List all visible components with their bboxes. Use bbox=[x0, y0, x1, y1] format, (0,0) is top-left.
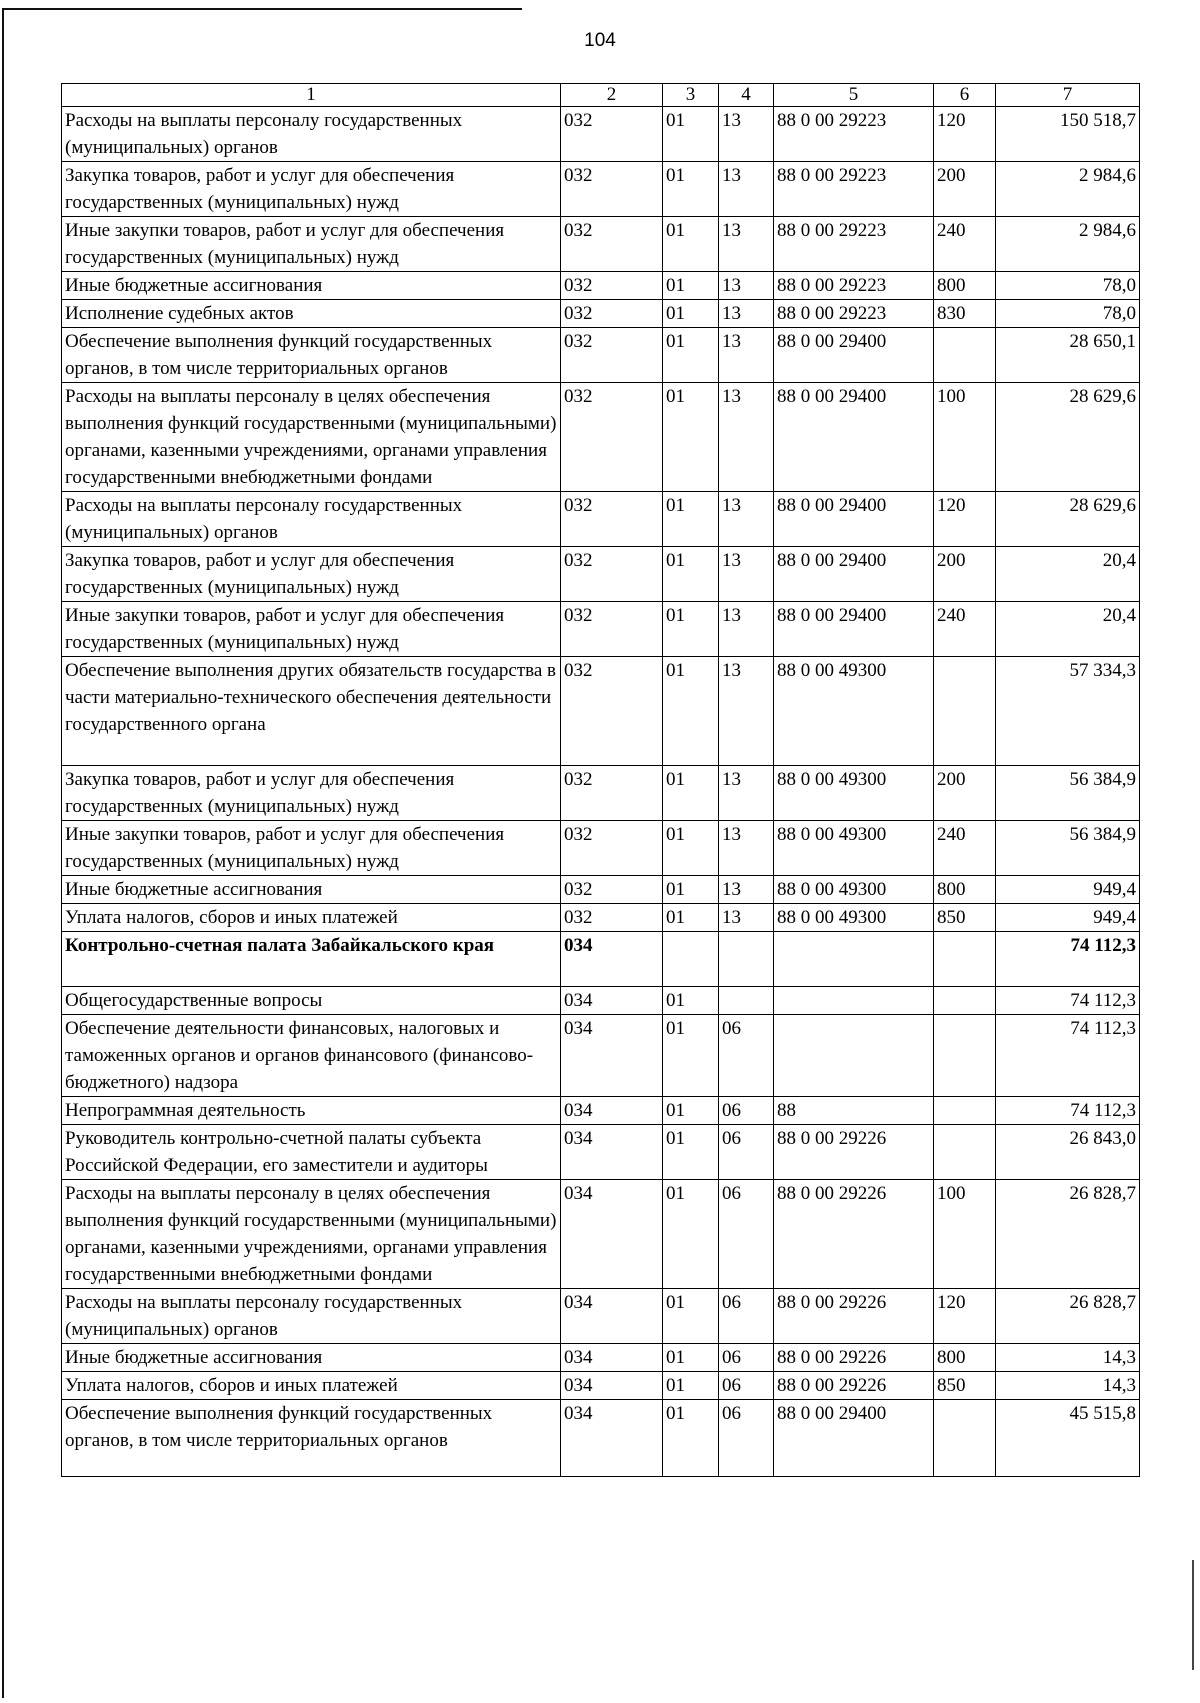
row-name-cell: Закупка товаров, работ и услуг для обеспечения государственных (муниципальных) нужд bbox=[62, 162, 561, 217]
header-col-3: 3 bbox=[663, 84, 719, 107]
row-vr-cell: 830 bbox=[934, 300, 996, 328]
row-sum-cell: 26 828,7 bbox=[996, 1180, 1140, 1289]
row-sum-cell: 14,3 bbox=[996, 1344, 1140, 1372]
row-sum-cell: 28 650,1 bbox=[996, 328, 1140, 383]
row-rz-cell: 01 bbox=[663, 1289, 719, 1344]
row-name-cell: Расходы на выплаты персоналу в целях обеспечения выполнения функций государственными (муниципальными) органами, казенными учреждениями, органами управления государственными внебюджетными фондами bbox=[62, 1180, 561, 1289]
row-name-cell: Расходы на выплаты персоналу государственных (муниципальных) органов bbox=[62, 107, 561, 162]
row-name-cell: Обеспечение деятельности финансовых, налоговых и таможенных органов и органов финансового (финансово-бюджетного) надзора bbox=[62, 1015, 561, 1097]
row-vr-cell: 800 bbox=[934, 1344, 996, 1372]
table-row bbox=[62, 1289, 1140, 1344]
row-pr-cell: 13 bbox=[719, 547, 774, 602]
row-pr-cell: 13 bbox=[719, 904, 774, 932]
row-pr-cell bbox=[719, 932, 774, 987]
table-row bbox=[62, 821, 1140, 876]
row-name-cell: Непрограммная деятельность bbox=[62, 1097, 561, 1125]
header-col-7: 7 bbox=[996, 84, 1140, 107]
row-rz-cell: 01 bbox=[663, 1344, 719, 1372]
row-sum-cell: 28 629,6 bbox=[996, 492, 1140, 547]
row-pr-cell bbox=[719, 987, 774, 1015]
row-ved-cell: 032 bbox=[561, 876, 663, 904]
row-csr-cell: 88 0 00 29223 bbox=[774, 162, 934, 217]
row-vr-cell: 120 bbox=[934, 107, 996, 162]
row-ved-cell: 032 bbox=[561, 328, 663, 383]
row-rz-cell: 01 bbox=[663, 876, 719, 904]
row-rz-cell: 01 bbox=[663, 383, 719, 492]
row-ved-cell: 034 bbox=[561, 1289, 663, 1344]
row-name-cell: Иные закупки товаров, работ и услуг для обеспечения государственных (муниципальных) нужд bbox=[62, 602, 561, 657]
row-pr-cell: 13 bbox=[719, 492, 774, 547]
row-rz-cell: 01 bbox=[663, 602, 719, 657]
row-rz-cell: 01 bbox=[663, 217, 719, 272]
row-csr-cell: 88 0 00 29223 bbox=[774, 272, 934, 300]
table-row bbox=[62, 1400, 1140, 1477]
row-vr-cell: 850 bbox=[934, 1372, 996, 1400]
table-row bbox=[62, 272, 1140, 300]
row-pr-cell: 13 bbox=[719, 328, 774, 383]
scan-border-top bbox=[2, 8, 522, 10]
row-ved-cell: 034 bbox=[561, 932, 663, 987]
table-row bbox=[62, 1372, 1140, 1400]
row-csr-cell bbox=[774, 1015, 934, 1097]
row-csr-cell: 88 0 00 29226 bbox=[774, 1180, 934, 1289]
row-sum-cell: 14,3 bbox=[996, 1372, 1140, 1400]
row-vr-cell: 800 bbox=[934, 272, 996, 300]
table-row bbox=[62, 1344, 1140, 1372]
row-sum-cell: 74 112,3 bbox=[996, 1015, 1140, 1097]
page-number: 104 bbox=[584, 30, 616, 51]
row-ved-cell: 034 bbox=[561, 1125, 663, 1180]
row-sum-cell: 150 518,7 bbox=[996, 107, 1140, 162]
row-vr-cell: 800 bbox=[934, 876, 996, 904]
row-rz-cell: 01 bbox=[663, 1400, 719, 1477]
row-pr-cell: 06 bbox=[719, 1015, 774, 1097]
row-rz-cell: 01 bbox=[663, 162, 719, 217]
row-ved-cell: 034 bbox=[561, 1344, 663, 1372]
table-row bbox=[62, 1015, 1140, 1097]
row-name-cell: Обеспечение выполнения функций государственных органов, в том числе территориальных органов bbox=[62, 1400, 561, 1477]
row-rz-cell: 01 bbox=[663, 904, 719, 932]
row-csr-cell: 88 0 00 49300 bbox=[774, 766, 934, 821]
row-vr-cell: 100 bbox=[934, 383, 996, 492]
table-row bbox=[62, 876, 1140, 904]
row-csr-cell: 88 0 00 29223 bbox=[774, 217, 934, 272]
table-row bbox=[62, 492, 1140, 547]
row-sum-cell: 26 843,0 bbox=[996, 1125, 1140, 1180]
row-name-cell: Иные закупки товаров, работ и услуг для обеспечения государственных (муниципальных) нужд bbox=[62, 821, 561, 876]
row-rz-cell: 01 bbox=[663, 1125, 719, 1180]
scan-border-left bbox=[2, 8, 4, 1698]
row-csr-cell: 88 0 00 29223 bbox=[774, 300, 934, 328]
row-name-cell: Уплата налогов, сборов и иных платежей bbox=[62, 904, 561, 932]
row-pr-cell: 13 bbox=[719, 300, 774, 328]
row-name-cell: Расходы на выплаты персоналу государственных (муниципальных) органов bbox=[62, 492, 561, 547]
row-name-cell: Иные бюджетные ассигнования bbox=[62, 1344, 561, 1372]
row-pr-cell: 13 bbox=[719, 383, 774, 492]
row-ved-cell: 032 bbox=[561, 162, 663, 217]
row-sum-cell: 78,0 bbox=[996, 300, 1140, 328]
row-csr-cell bbox=[774, 987, 934, 1015]
row-sum-cell: 74 112,3 bbox=[996, 987, 1140, 1015]
row-name-cell: Иные бюджетные ассигнования bbox=[62, 272, 561, 300]
row-ved-cell: 032 bbox=[561, 107, 663, 162]
row-pr-cell: 13 bbox=[719, 876, 774, 904]
row-ved-cell: 034 bbox=[561, 1097, 663, 1125]
row-vr-cell: 240 bbox=[934, 821, 996, 876]
row-ved-cell: 032 bbox=[561, 766, 663, 821]
row-pr-cell: 06 bbox=[719, 1372, 774, 1400]
row-sum-cell: 20,4 bbox=[996, 547, 1140, 602]
row-pr-cell: 06 bbox=[719, 1344, 774, 1372]
row-rz-cell: 01 bbox=[663, 657, 719, 766]
table-row bbox=[62, 300, 1140, 328]
row-name-cell: Иные закупки товаров, работ и услуг для обеспечения государственных (муниципальных) нужд bbox=[62, 217, 561, 272]
row-vr-cell: 200 bbox=[934, 547, 996, 602]
row-ved-cell: 032 bbox=[561, 217, 663, 272]
row-pr-cell: 06 bbox=[719, 1289, 774, 1344]
row-ved-cell: 032 bbox=[561, 492, 663, 547]
row-sum-cell: 74 112,3 bbox=[996, 932, 1140, 987]
row-sum-cell: 949,4 bbox=[996, 904, 1140, 932]
row-csr-cell: 88 0 00 49300 bbox=[774, 876, 934, 904]
row-name-cell: Расходы на выплаты персоналу в целях обеспечения выполнения функций государственными (муниципальными) органами, казенными учреждениями, органами управления государственными внебюджетными фондами bbox=[62, 383, 561, 492]
scan-border-right bbox=[1192, 1560, 1194, 1670]
table-row bbox=[62, 766, 1140, 821]
table-row bbox=[62, 987, 1140, 1015]
header-col-5: 5 bbox=[774, 84, 934, 107]
row-pr-cell: 06 bbox=[719, 1400, 774, 1477]
header-col-1: 1 bbox=[62, 84, 561, 107]
row-sum-cell: 78,0 bbox=[996, 272, 1140, 300]
table-row bbox=[62, 547, 1140, 602]
row-rz-cell: 01 bbox=[663, 1372, 719, 1400]
table-row bbox=[62, 904, 1140, 932]
table-row bbox=[62, 328, 1140, 383]
row-ved-cell: 032 bbox=[561, 272, 663, 300]
row-vr-cell: 240 bbox=[934, 602, 996, 657]
row-ved-cell: 032 bbox=[561, 383, 663, 492]
row-vr-cell bbox=[934, 1400, 996, 1477]
row-ved-cell: 034 bbox=[561, 987, 663, 1015]
row-vr-cell bbox=[934, 932, 996, 987]
table-row bbox=[62, 602, 1140, 657]
row-vr-cell bbox=[934, 1097, 996, 1125]
row-name-cell: Закупка товаров, работ и услуг для обеспечения государственных (муниципальных) нужд bbox=[62, 766, 561, 821]
table-row bbox=[62, 657, 1140, 766]
header-col-6: 6 bbox=[934, 84, 996, 107]
row-rz-cell: 01 bbox=[663, 821, 719, 876]
row-rz-cell: 01 bbox=[663, 1097, 719, 1125]
row-ved-cell: 034 bbox=[561, 1400, 663, 1477]
row-csr-cell: 88 0 00 29226 bbox=[774, 1372, 934, 1400]
row-vr-cell: 120 bbox=[934, 1289, 996, 1344]
row-pr-cell: 06 bbox=[719, 1097, 774, 1125]
row-csr-cell bbox=[774, 932, 934, 987]
row-pr-cell: 06 bbox=[719, 1180, 774, 1289]
row-pr-cell: 13 bbox=[719, 162, 774, 217]
row-sum-cell: 28 629,6 bbox=[996, 383, 1140, 492]
row-name-cell: Иные бюджетные ассигнования bbox=[62, 876, 561, 904]
row-rz-cell: 01 bbox=[663, 492, 719, 547]
row-csr-cell: 88 0 00 29223 bbox=[774, 107, 934, 162]
table-row bbox=[62, 1097, 1140, 1125]
row-pr-cell: 13 bbox=[719, 766, 774, 821]
row-name-cell: Руководитель контрольно-счетной палаты субъекта Российской Федерации, его заместители и аудиторы bbox=[62, 1125, 561, 1180]
row-name-cell: Уплата налогов, сборов и иных платежей bbox=[62, 1372, 561, 1400]
row-sum-cell: 74 112,3 bbox=[996, 1097, 1140, 1125]
row-rz-cell: 01 bbox=[663, 766, 719, 821]
row-pr-cell: 06 bbox=[719, 1125, 774, 1180]
row-rz-cell bbox=[663, 932, 719, 987]
row-csr-cell: 88 0 00 49300 bbox=[774, 904, 934, 932]
table-row bbox=[62, 162, 1140, 217]
row-vr-cell bbox=[934, 1015, 996, 1097]
row-vr-cell: 120 bbox=[934, 492, 996, 547]
header-col-4: 4 bbox=[719, 84, 774, 107]
row-sum-cell: 949,4 bbox=[996, 876, 1140, 904]
row-csr-cell: 88 0 00 29400 bbox=[774, 383, 934, 492]
row-pr-cell: 13 bbox=[719, 657, 774, 766]
row-csr-cell: 88 0 00 29226 bbox=[774, 1125, 934, 1180]
row-name-cell: Общегосударственные вопросы bbox=[62, 987, 561, 1015]
row-sum-cell: 56 384,9 bbox=[996, 766, 1140, 821]
row-csr-cell: 88 0 00 29400 bbox=[774, 602, 934, 657]
row-vr-cell: 850 bbox=[934, 904, 996, 932]
row-ved-cell: 034 bbox=[561, 1372, 663, 1400]
row-vr-cell: 100 bbox=[934, 1180, 996, 1289]
row-ved-cell: 032 bbox=[561, 602, 663, 657]
row-pr-cell: 13 bbox=[719, 217, 774, 272]
row-pr-cell: 13 bbox=[719, 602, 774, 657]
row-name-cell: Расходы на выплаты персоналу государственных (муниципальных) органов bbox=[62, 1289, 561, 1344]
row-csr-cell: 88 0 00 49300 bbox=[774, 821, 934, 876]
row-csr-cell: 88 0 00 29226 bbox=[774, 1289, 934, 1344]
row-vr-cell bbox=[934, 987, 996, 1015]
row-ved-cell: 032 bbox=[561, 821, 663, 876]
table-row bbox=[62, 107, 1140, 162]
row-name-cell: Контрольно-счетная палата Забайкальского края bbox=[62, 932, 561, 987]
row-ved-cell: 034 bbox=[561, 1180, 663, 1289]
row-sum-cell: 57 334,3 bbox=[996, 657, 1140, 766]
row-sum-cell: 56 384,9 bbox=[996, 821, 1140, 876]
header-col-2: 2 bbox=[561, 84, 663, 107]
row-csr-cell: 88 0 00 29400 bbox=[774, 547, 934, 602]
row-rz-cell: 01 bbox=[663, 1180, 719, 1289]
row-rz-cell: 01 bbox=[663, 107, 719, 162]
row-vr-cell bbox=[934, 328, 996, 383]
row-rz-cell: 01 bbox=[663, 1015, 719, 1097]
table-row bbox=[62, 1180, 1140, 1289]
row-ved-cell: 032 bbox=[561, 657, 663, 766]
row-csr-cell: 88 0 00 29226 bbox=[774, 1344, 934, 1372]
table-row bbox=[62, 1125, 1140, 1180]
row-name-cell: Закупка товаров, работ и услуг для обеспечения государственных (муниципальных) нужд bbox=[62, 547, 561, 602]
row-rz-cell: 01 bbox=[663, 547, 719, 602]
row-ved-cell: 032 bbox=[561, 904, 663, 932]
row-sum-cell: 26 828,7 bbox=[996, 1289, 1140, 1344]
row-sum-cell: 2 984,6 bbox=[996, 217, 1140, 272]
row-name-cell: Обеспечение выполнения других обязательств государства в части материально-технического обеспечения деятельности государственного органа bbox=[62, 657, 561, 766]
row-rz-cell: 01 bbox=[663, 328, 719, 383]
table-row bbox=[62, 932, 1140, 987]
row-csr-cell: 88 bbox=[774, 1097, 934, 1125]
budget-table bbox=[61, 83, 1140, 1477]
table-row bbox=[62, 217, 1140, 272]
row-vr-cell: 200 bbox=[934, 766, 996, 821]
row-ved-cell: 032 bbox=[561, 300, 663, 328]
table-body bbox=[62, 107, 1140, 1477]
row-pr-cell: 13 bbox=[719, 272, 774, 300]
row-sum-cell: 2 984,6 bbox=[996, 162, 1140, 217]
row-ved-cell: 034 bbox=[561, 1015, 663, 1097]
row-sum-cell: 45 515,8 bbox=[996, 1400, 1140, 1477]
header-row bbox=[62, 84, 1140, 107]
row-rz-cell: 01 bbox=[663, 272, 719, 300]
row-csr-cell: 88 0 00 29400 bbox=[774, 1400, 934, 1477]
row-name-cell: Обеспечение выполнения функций государственных органов, в том числе территориальных органов bbox=[62, 328, 561, 383]
row-vr-cell bbox=[934, 657, 996, 766]
row-pr-cell: 13 bbox=[719, 107, 774, 162]
row-rz-cell: 01 bbox=[663, 987, 719, 1015]
row-vr-cell bbox=[934, 1125, 996, 1180]
table-row bbox=[62, 383, 1140, 492]
row-name-cell: Исполнение судебных актов bbox=[62, 300, 561, 328]
row-csr-cell: 88 0 00 29400 bbox=[774, 492, 934, 547]
row-csr-cell: 88 0 00 49300 bbox=[774, 657, 934, 766]
row-rz-cell: 01 bbox=[663, 300, 719, 328]
row-vr-cell: 200 bbox=[934, 162, 996, 217]
row-csr-cell: 88 0 00 29400 bbox=[774, 328, 934, 383]
row-ved-cell: 032 bbox=[561, 547, 663, 602]
row-vr-cell: 240 bbox=[934, 217, 996, 272]
row-pr-cell: 13 bbox=[719, 821, 774, 876]
row-sum-cell: 20,4 bbox=[996, 602, 1140, 657]
